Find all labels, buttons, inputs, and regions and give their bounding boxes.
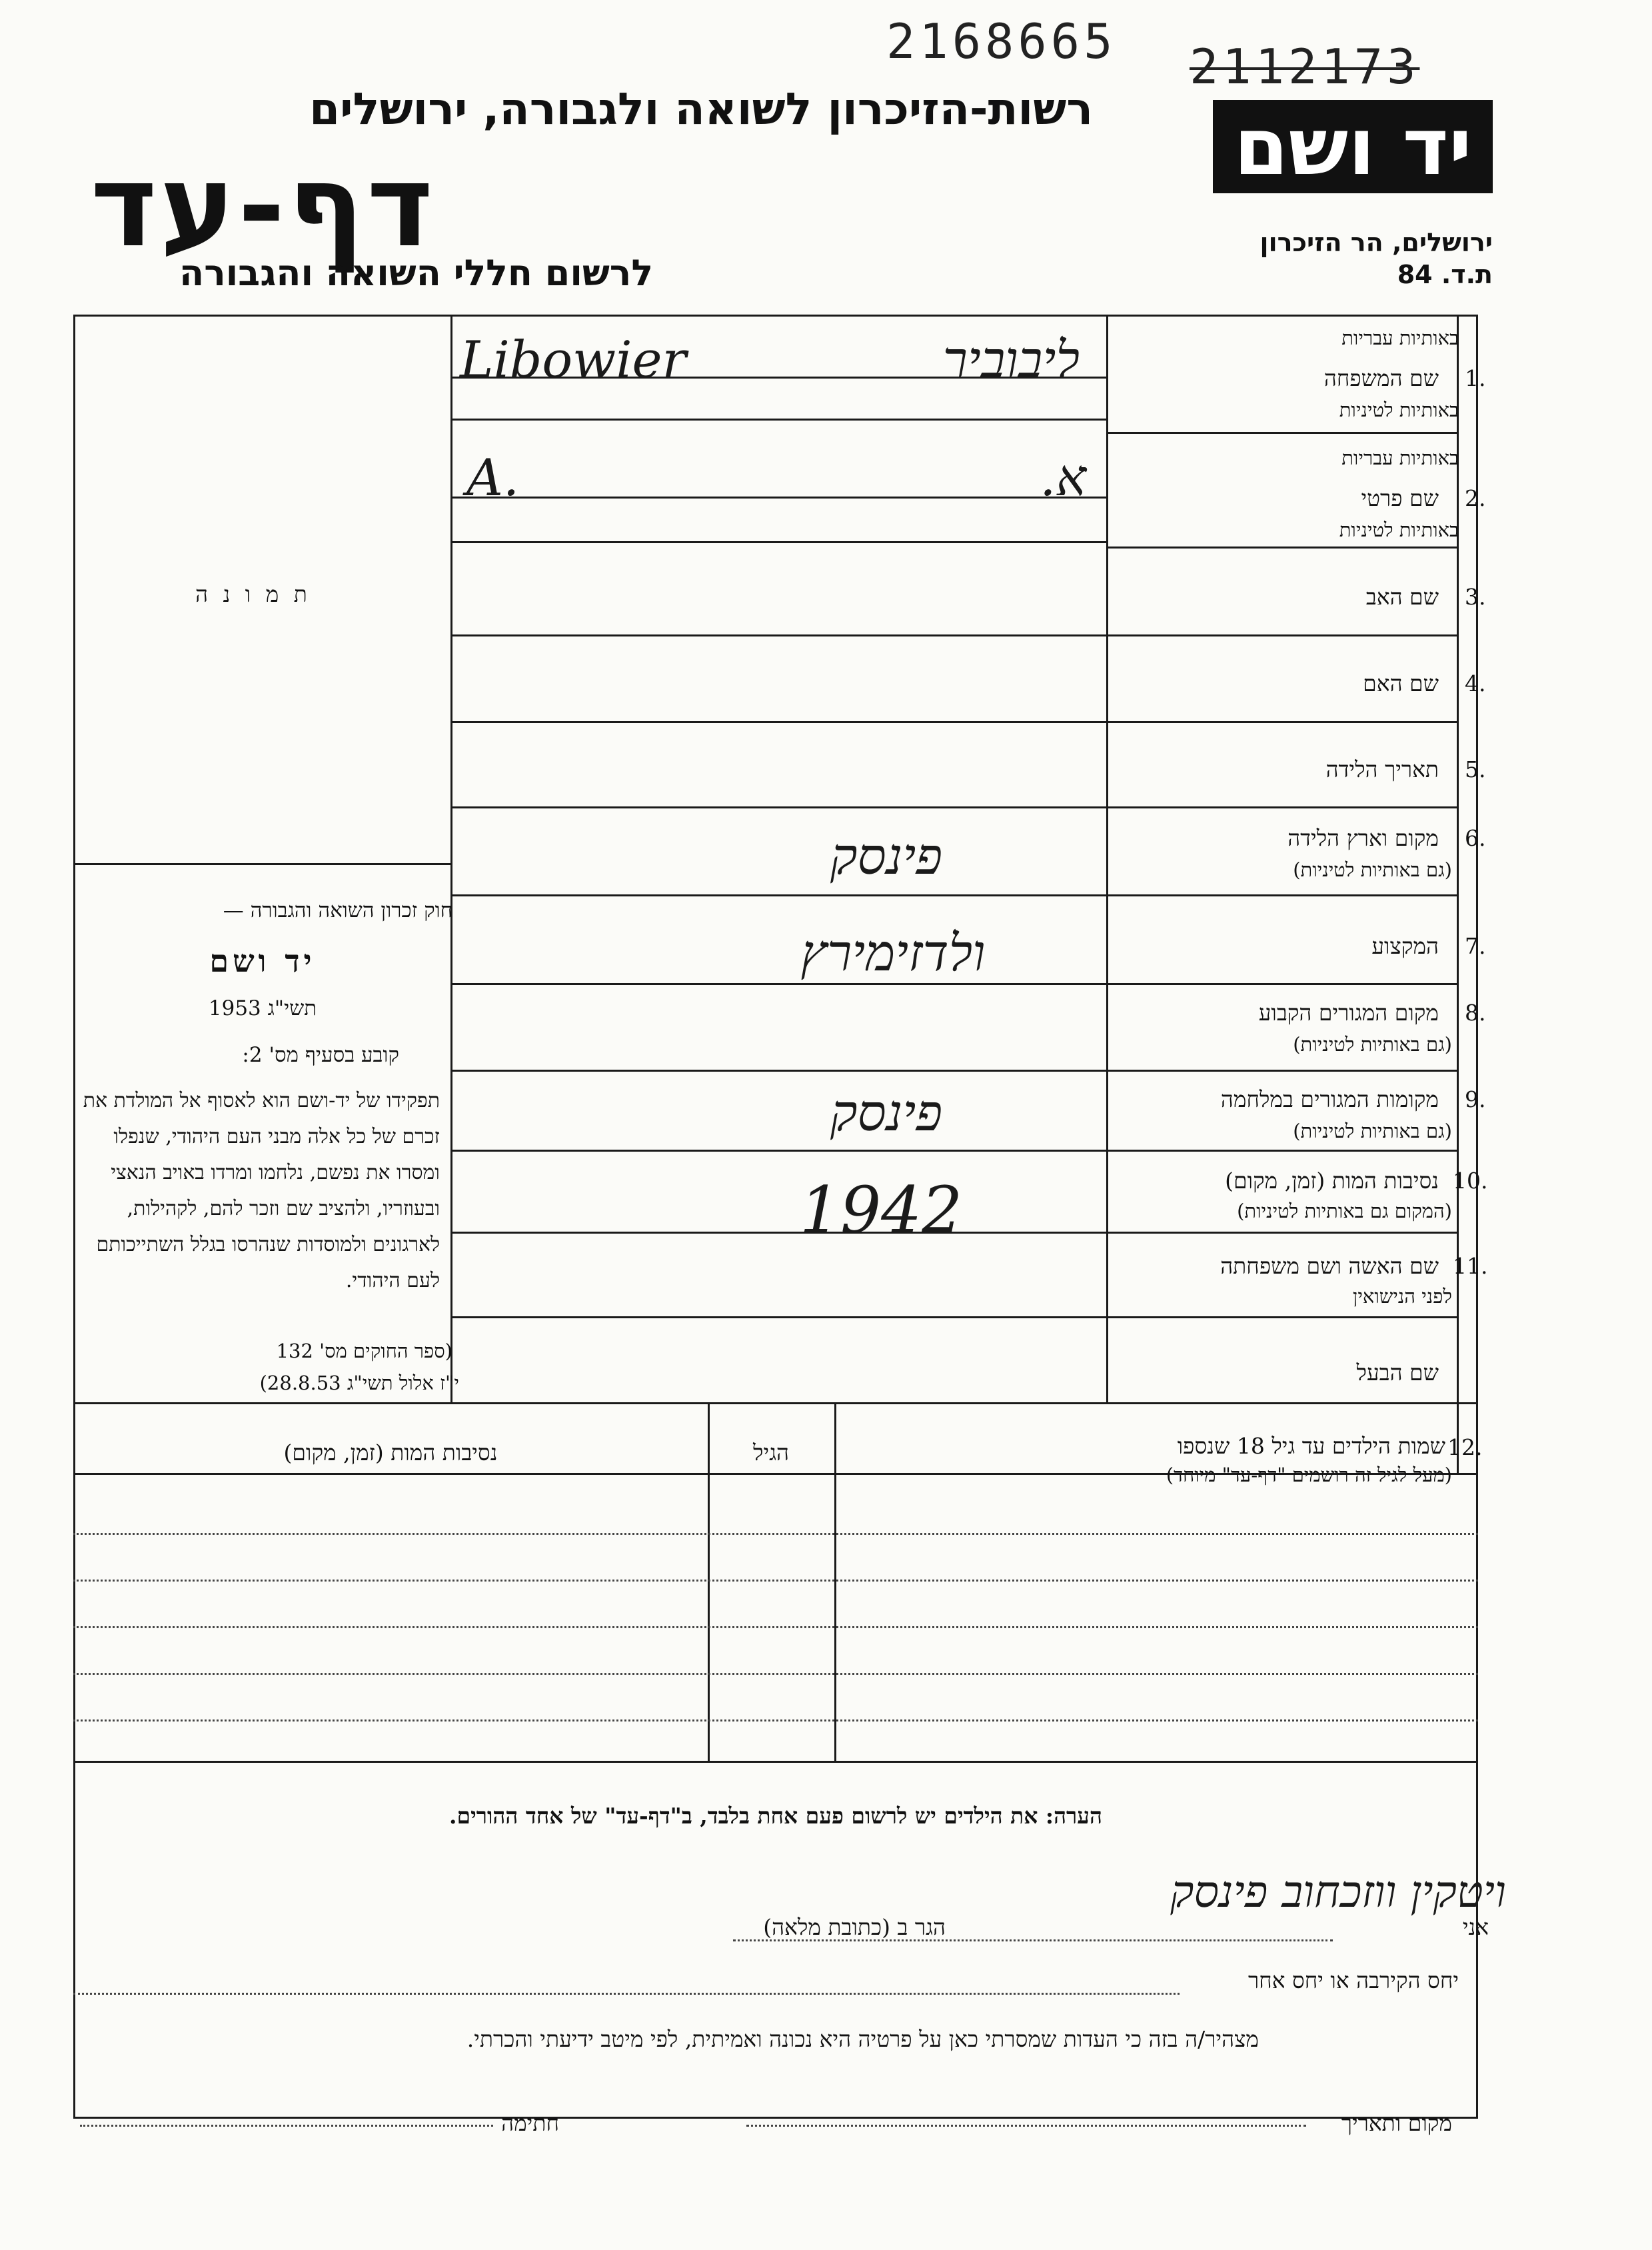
law-title: חוק זכרון השואה והגבורה —	[223, 898, 452, 922]
wartime-residence-value: פינסק	[830, 1083, 943, 1142]
field-2-sub-hebrew: באותיות עבריות	[1341, 447, 1459, 469]
field-3-label: שם האב	[1365, 584, 1439, 610]
address-line-2: ת.ד. 84	[1397, 260, 1493, 289]
surname-latin-value: Libowier	[460, 330, 686, 389]
old-document-number: 2112173	[1190, 39, 1420, 95]
age-header: הגיל	[753, 1440, 789, 1466]
surname-hebrew-value: ליבוביר	[942, 330, 1080, 389]
field-9-label: מקומות המגורים במלחמה	[1220, 1086, 1439, 1112]
field-10-label: נסיבות המות (זמן, מקום)	[1225, 1168, 1439, 1194]
field-11-label: שם האשה ושם משפחתה	[1220, 1253, 1439, 1279]
law-section: קובע בסעיף מס' 2:	[242, 1043, 399, 1067]
field-6-number: 6.	[1465, 825, 1486, 851]
form-title: דף-עד	[90, 141, 436, 273]
yad-vashem-logo: יד ושם	[1213, 100, 1493, 193]
field-9-sub: (גם באותיות לטיניות)	[1293, 1120, 1452, 1142]
field-3-number: 3.	[1465, 584, 1486, 610]
children-note: (מעל לגיל זה רושמים "דף-עד" מיוחד)	[1166, 1464, 1452, 1486]
relation-label: יחס הקירבה או יחס אחר	[1247, 1967, 1459, 1993]
field-6-sub: (גם באותיות לטיניות)	[1293, 858, 1452, 881]
children-title: שמות הילדים עד גיל 18 שנספו	[1177, 1433, 1445, 1459]
signer-name-value: ויטקין ווזכחוב פינסק	[1170, 1866, 1506, 1917]
signature-label: חתימה	[501, 2110, 559, 2136]
field-2-sub-latin: באותיות לטיניות	[1339, 519, 1459, 541]
field-1-label: שם המשפחה	[1323, 365, 1439, 391]
children-number: 12.	[1447, 1434, 1483, 1460]
field-8-number: 8.	[1465, 1000, 1486, 1026]
husband-name-label: שם הבעל	[1356, 1360, 1439, 1386]
field-1-number: 1.	[1465, 365, 1486, 391]
children-registration-note: הערה: את הילדים יש לרשום פעם אחת בלבד, ב"דף-עד" של אחד ההורים.	[449, 1803, 1102, 1829]
document-number: 2168665	[886, 13, 1117, 69]
address-line-1: ירושלים, הר הזיכרון	[1259, 228, 1493, 257]
place-date-label: מקום ותאריך	[1341, 2110, 1452, 2136]
birthplace-value: פינסק	[830, 826, 943, 886]
field-2-label: שם פרטי	[1361, 485, 1439, 511]
field-10-sub: (המקום גם באותיות לטיניות)	[1237, 1200, 1452, 1222]
profession-value: ולדזימירץ	[800, 923, 986, 982]
given-name-latin-value: A.	[466, 448, 520, 507]
authority-title: רשות-הזיכרון לשואה ולגבורה, ירושלים	[309, 83, 1093, 135]
field-2-number: 2.	[1465, 485, 1486, 511]
signer-prefix: אני	[1462, 1914, 1489, 1940]
field-1-sub-latin: באותיות לטיניות	[1339, 399, 1459, 421]
given-name-hebrew-value: א.	[1040, 448, 1086, 507]
law-text: תפקידו של יד-ושם הוא לאסוף אל המולדת את זכרם של כל אלה מבני העם היהודי, שנפלו ומסרו את נפשם, נלחמו ומרדו באויב הנאצי ובעוזריו, ולהציב שם וזכר להם, לקהילות, לארגונים ולמוסדות שנהרסו בגלל השתייכותם לעם היהודי.	[83, 1089, 440, 1292]
field-6-label: מקום וארץ הלידה	[1287, 825, 1439, 851]
field-5-number: 5.	[1465, 756, 1486, 782]
address-label: הגר ב (כתובת מלאה)	[763, 1914, 946, 1940]
field-7-number: 7.	[1465, 933, 1486, 959]
field-11-number: 11.	[1453, 1253, 1488, 1279]
field-8-sub: (גם באותיות לטיניות)	[1293, 1033, 1452, 1056]
field-4-label: שם האם	[1363, 670, 1439, 696]
field-11-sub: לפני הנישואין	[1352, 1285, 1452, 1308]
field-8-label: מקום המגורים הקבוע	[1258, 1000, 1439, 1026]
address-block	[1133, 227, 1493, 291]
field-1-sub-hebrew: באותיות עבריות	[1341, 327, 1459, 349]
field-4-number: 4.	[1465, 670, 1486, 696]
field-5-label: תאריך הלידה	[1325, 756, 1439, 782]
field-7-label: המקצוע	[1371, 933, 1439, 959]
photo-label: ת מ ו נ ה	[195, 581, 311, 607]
death-circumstances-value: 1942	[800, 1173, 963, 1248]
law-year: תשי"ג 1953	[208, 996, 317, 1020]
declaration-text: מצהיר/ה בזה כי העדות שמסרתי כאן על פרטיה היא נכונה ואמיתית, לפי מיטב ידיעתי והכרתי.	[466, 2026, 1259, 2052]
law-ref-1: (ספר החוקים מס' 132	[276, 1340, 452, 1362]
form-subtitle: לרשום חללי השואה והגבורה	[179, 252, 653, 294]
field-10-number: 10.	[1453, 1168, 1488, 1194]
field-9-number: 9.	[1465, 1086, 1486, 1112]
law-ref-2: י"ז אלול תשי"ג 28.8.53)	[259, 1372, 459, 1394]
law-name: יד ושם	[209, 943, 316, 979]
death-circumstances-header: נסיבות המות (זמן, מקום)	[283, 1440, 498, 1466]
